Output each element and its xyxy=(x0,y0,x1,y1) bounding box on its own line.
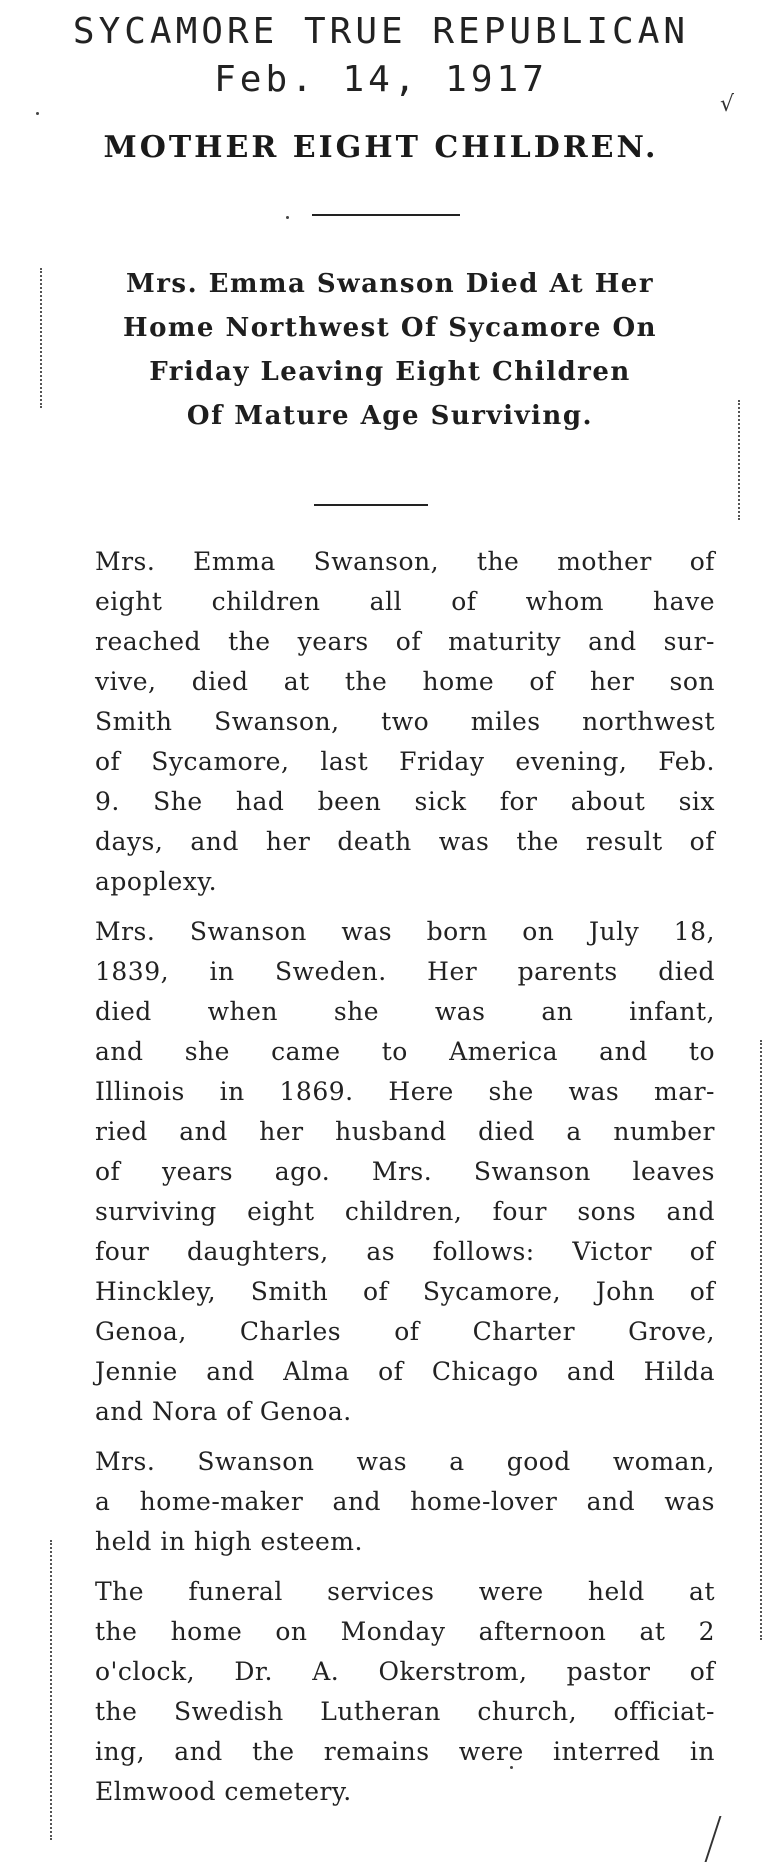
scan-speck xyxy=(286,216,289,219)
text-line: and she came to America and to xyxy=(95,1037,715,1066)
text-line: Jennie and Alma of Chicago and Hilda xyxy=(95,1357,715,1386)
subheadline-divider xyxy=(314,504,428,506)
text-line: the Swedish Lutheran church, officiat- xyxy=(95,1697,715,1726)
subheadline-line: Of Mature Age Surviving. xyxy=(186,401,594,431)
check-mark-icon: √ xyxy=(720,92,735,117)
scan-mark xyxy=(705,1816,752,1862)
text-line: o'clock, Dr. A. Okerstrom, pastor of xyxy=(95,1657,715,1686)
text-line: died when she was an infant, xyxy=(95,997,715,1026)
text-line: held in high esteem. xyxy=(95,1527,363,1556)
scan-speck xyxy=(36,112,39,115)
subheadline-line: Friday Leaving Eight Children xyxy=(149,357,631,387)
masthead-paper-name: SYCAMORE TRUE REPUBLICAN xyxy=(72,11,690,52)
text-line: reached the years of maturity and sur- xyxy=(95,627,715,656)
article-paragraph xyxy=(57,912,715,1432)
text-line: Illinois in 1869. Here she was mar- xyxy=(95,1077,715,1106)
text-line: Genoa, Charles of Charter Grove, xyxy=(95,1317,715,1346)
text-line: Hinckley, Smith of Sycamore, John of xyxy=(95,1277,715,1306)
text-line: apoplexy. xyxy=(95,867,218,896)
text-line: Smith Swanson, two miles northwest xyxy=(95,707,715,736)
article-paragraph xyxy=(57,542,715,902)
subheadline-line: Home Northwest Of Sycamore On xyxy=(123,313,657,343)
article-paragraph xyxy=(57,1572,715,1812)
column-rule-right xyxy=(738,400,740,520)
masthead-date: Feb. 14, 1917 xyxy=(214,59,548,100)
article-body xyxy=(57,542,715,1822)
text-line: ried and her husband died a number xyxy=(95,1117,715,1146)
text-line: ing, and the remains were interred in xyxy=(95,1737,715,1766)
text-line: Elmwood cemetery. xyxy=(95,1777,352,1806)
text-line: of years ago. Mrs. Swanson leaves xyxy=(95,1157,715,1186)
text-line: eight children all of whom have xyxy=(95,587,715,616)
text-line: days, and her death was the result of xyxy=(95,827,715,856)
subheadline xyxy=(60,262,720,438)
text-line: Mrs. Swanson was born on July 18, xyxy=(95,917,715,946)
headline-divider xyxy=(312,214,460,216)
article-paragraph xyxy=(57,1442,715,1562)
text-line: a home-maker and home-lover and was xyxy=(95,1487,715,1516)
scan-speck xyxy=(510,1766,513,1769)
text-line: 1839, in Sweden. Her parents died xyxy=(95,957,715,986)
text-line: vive, died at the home of her son xyxy=(95,667,715,696)
text-line: four daughters, as follows: Victor of xyxy=(95,1237,715,1266)
text-line: Mrs. Emma Swanson, the mother of xyxy=(95,547,715,576)
text-line: 9. She had been sick for about six xyxy=(95,787,715,816)
text-line: and Nora of Genoa. xyxy=(95,1397,352,1426)
column-rule-left xyxy=(40,268,42,408)
text-line: Mrs. Swanson was a good woman, xyxy=(95,1447,715,1476)
subheadline-line: Mrs. Emma Swanson Died At Her xyxy=(125,269,655,299)
headline: MOTHER EIGHT CHILDREN. xyxy=(103,130,659,165)
text-line: surviving eight children, four sons and xyxy=(95,1197,715,1226)
masthead xyxy=(0,8,762,104)
text-line: of Sycamore, last Friday evening, Feb. xyxy=(95,747,715,776)
column-rule-left xyxy=(50,1540,52,1840)
text-line: The funeral services were held at xyxy=(95,1577,715,1606)
text-line: the home on Monday afternoon at 2 xyxy=(95,1617,715,1646)
